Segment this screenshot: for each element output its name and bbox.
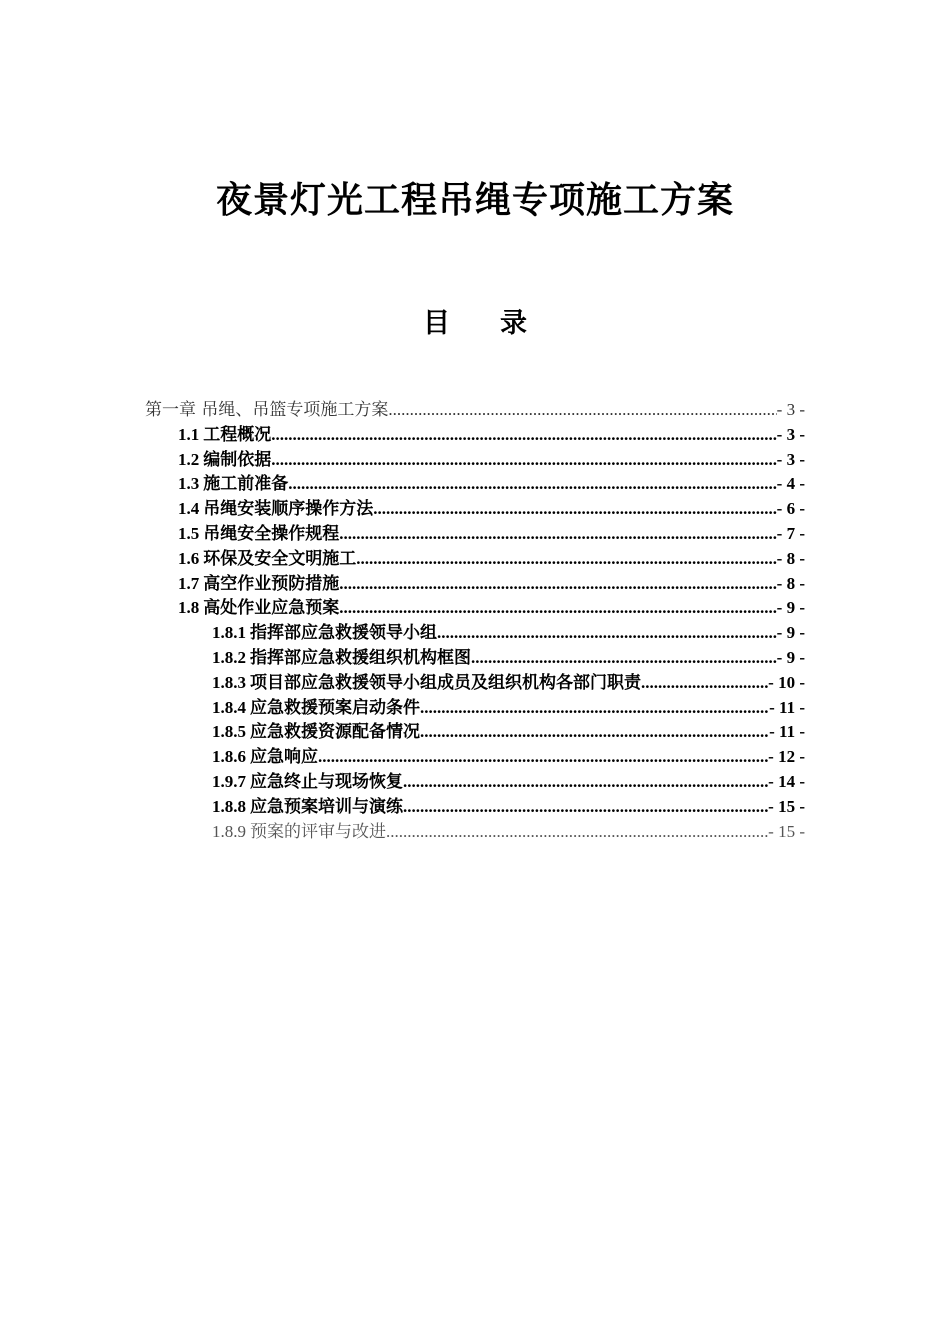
toc-entry[interactable] <box>145 621 805 646</box>
toc-entry-number: 1.8.9 <box>212 821 246 841</box>
toc-entry-label: 应急救援预案启动条件 <box>250 697 420 718</box>
toc-leader <box>437 621 777 646</box>
toc-entry-label: 应急预案培训与演练 <box>250 796 403 817</box>
toc-entry-page: - 9 - <box>776 647 805 667</box>
toc-entry-label: 高处作业应急预案 <box>203 598 340 619</box>
table-of-contents <box>145 398 805 844</box>
toc-entry-number: 1.8.2 <box>212 647 246 667</box>
toc-entry[interactable] <box>145 696 805 721</box>
toc-entry-number: 1.2 <box>178 449 200 469</box>
toc-entry-label: 应急救援资源配备情况 <box>250 722 420 743</box>
toc-entry-page: - 10 - <box>768 672 805 692</box>
toc-entry-page: - 6 - <box>776 499 805 519</box>
toc-entry[interactable] <box>145 423 805 448</box>
toc-entry-label: 指挥部应急救援领导小组 <box>250 623 437 644</box>
toc-entry[interactable] <box>145 720 805 745</box>
toc-entry[interactable] <box>145 770 805 795</box>
toc-leader <box>339 596 776 621</box>
toc-entry-number: 1.3 <box>178 474 200 494</box>
toc-entry-label: 项目部应急救援领导小组成员及组织机构各部门职责 <box>250 672 641 693</box>
toc-entry-number: 1.8.5 <box>212 722 246 742</box>
toc-entry-page: - 9 - <box>776 623 805 643</box>
toc-entry[interactable] <box>145 398 805 423</box>
toc-entry-page: - 15 - <box>768 796 805 816</box>
toc-entry-number: 1.8.6 <box>212 747 246 767</box>
toc-heading <box>0 306 950 342</box>
toc-entry[interactable] <box>145 448 805 473</box>
toc-entry-label: 高空作业预防措施 <box>203 573 340 594</box>
toc-entry[interactable] <box>145 522 805 547</box>
toc-entry-label: 应急响应 <box>250 747 318 768</box>
toc-heading-right: 录 <box>500 308 527 339</box>
toc-entry-page: - 14 - <box>768 771 805 791</box>
toc-entry-label: 吊绳安装顺序操作方法 <box>203 499 374 520</box>
toc-entry[interactable] <box>145 671 805 696</box>
toc-entry-page: - 3 - <box>776 449 805 469</box>
toc-entry-label: 应急终止与现场恢复 <box>250 771 403 792</box>
toc-entry-page: - 15 - <box>768 821 805 841</box>
toc-entry-page: - 11 - <box>769 722 805 742</box>
toc-entry-number: 1.4 <box>178 499 200 519</box>
toc-entry-page: - 8 - <box>776 548 805 568</box>
toc-entry-label: 工程概况 <box>203 424 272 445</box>
toc-entry-number: 1.6 <box>178 548 200 568</box>
toc-leader <box>271 423 776 448</box>
toc-heading-left: 目 <box>423 308 450 339</box>
toc-entry[interactable] <box>145 497 805 522</box>
toc-leader <box>403 770 768 795</box>
toc-entry-label: 环保及安全文明施工 <box>203 548 357 569</box>
toc-entry-label: 吊绳安全操作规程 <box>203 523 340 544</box>
toc-entry[interactable] <box>145 646 805 671</box>
toc-entry-number: 1.8.3 <box>212 672 246 692</box>
toc-entry[interactable] <box>145 820 805 845</box>
toc-leader <box>420 720 769 745</box>
toc-leader <box>388 398 776 423</box>
toc-entry-page: - 3 - <box>776 400 805 419</box>
toc-leader <box>318 745 768 770</box>
toc-leader <box>403 795 768 820</box>
toc-leader <box>356 547 776 572</box>
toc-leader <box>420 696 769 721</box>
toc-entry-label: 第一章 吊绳、吊篮专项施工方案 <box>145 400 389 420</box>
toc-leader <box>386 820 768 845</box>
toc-entry-number: 1.7 <box>178 573 200 593</box>
toc-entry[interactable] <box>145 745 805 770</box>
toc-entry-page: - 3 - <box>776 424 805 444</box>
toc-entry-page: - 8 - <box>776 573 805 593</box>
toc-entry-label: 指挥部应急救援组织机构框图 <box>250 647 471 668</box>
toc-entry-number: 1.1 <box>178 424 200 444</box>
toc-entry[interactable] <box>145 596 805 621</box>
toc-entry[interactable] <box>145 795 805 820</box>
toc-leader <box>471 646 777 671</box>
toc-entry[interactable] <box>145 572 805 597</box>
toc-entry[interactable] <box>145 472 805 497</box>
toc-entry-label: 施工前准备 <box>203 474 289 495</box>
toc-leader <box>373 497 776 522</box>
toc-leader <box>288 472 776 497</box>
toc-leader <box>339 572 776 597</box>
toc-entry-page: - 11 - <box>769 697 805 717</box>
toc-entry-number: 1.8.1 <box>212 623 246 643</box>
toc-entry-page: - 9 - <box>776 598 805 618</box>
toc-leader <box>641 671 768 696</box>
toc-entry[interactable] <box>145 547 805 572</box>
document-title: 夜景灯光工程吊绳专项施工方案 <box>215 179 734 221</box>
toc-entry-number: 1.5 <box>178 523 200 543</box>
toc-entry-number: 1.8 <box>178 598 200 618</box>
toc-entry-number: 1.9.7 <box>212 771 246 791</box>
toc-leader <box>271 448 776 473</box>
toc-entry-number: 1.8.4 <box>212 697 246 717</box>
toc-entry-page: - 12 - <box>768 747 805 767</box>
toc-entry-page: - 4 - <box>776 474 805 494</box>
toc-entry-number: 1.8.8 <box>212 796 246 816</box>
toc-entry-label: 预案的评审与改进 <box>250 821 386 842</box>
toc-entry-label: 编制依据 <box>203 449 272 470</box>
toc-entry-page: - 7 - <box>776 523 805 543</box>
toc-leader <box>339 522 776 547</box>
